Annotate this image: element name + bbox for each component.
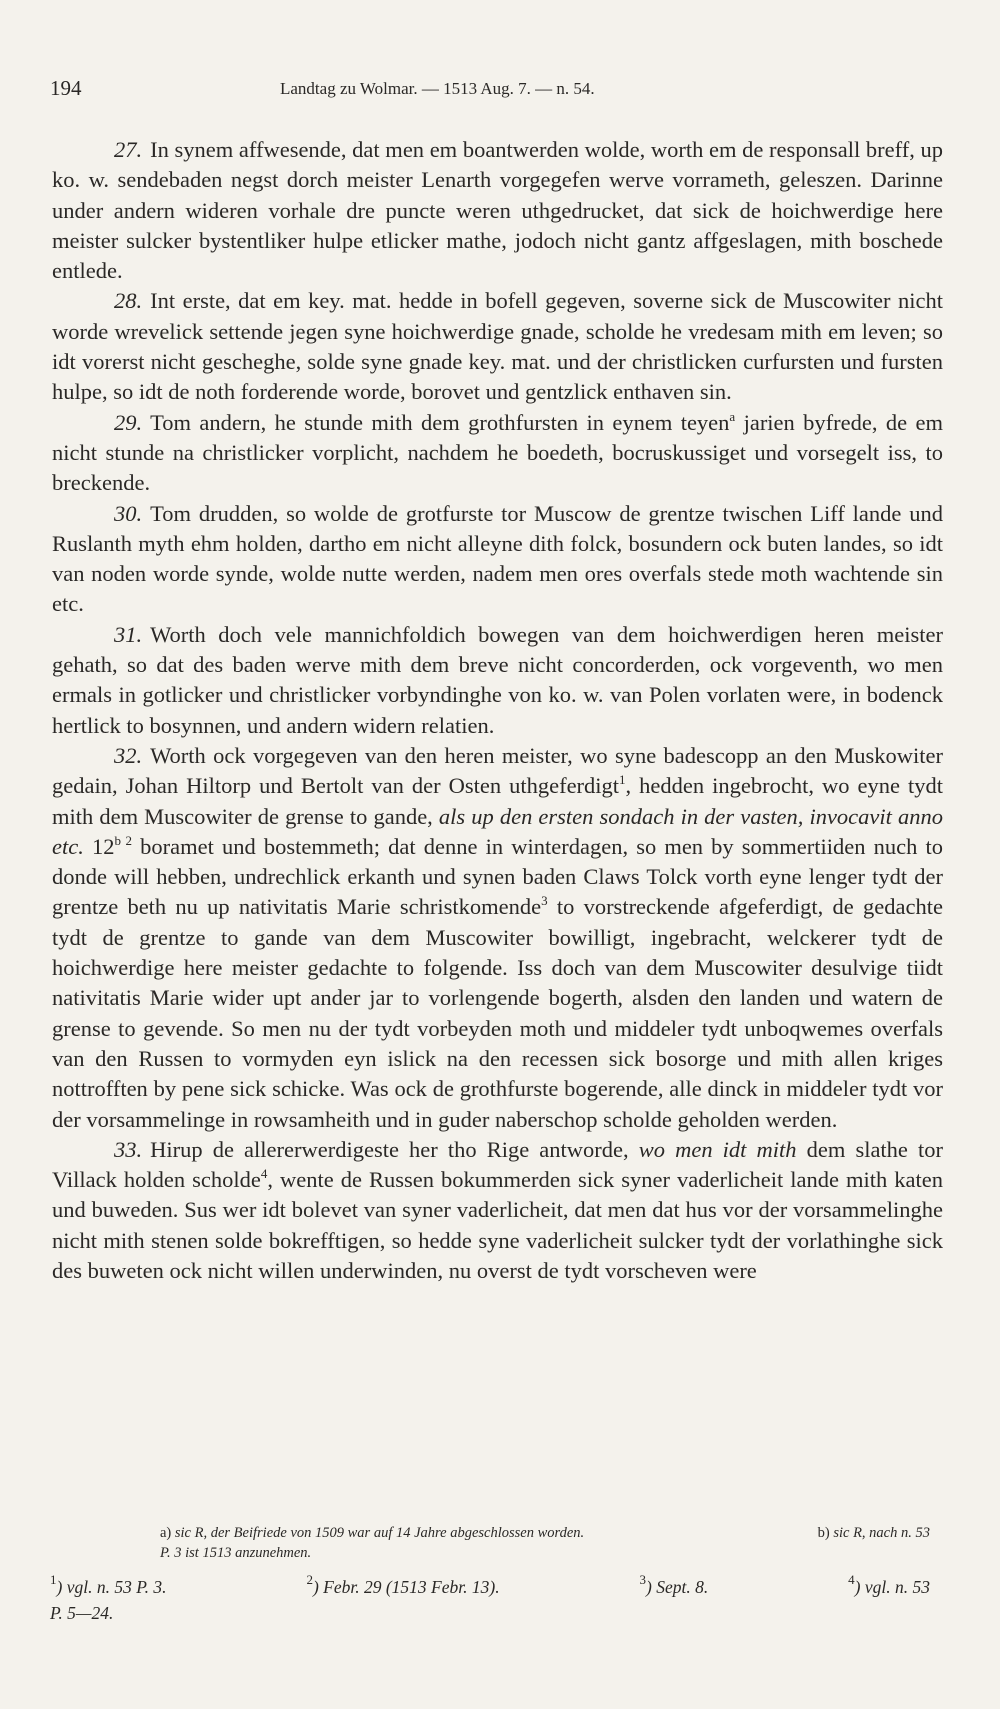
critical-note-row — [160, 1523, 930, 1543]
paragraph-31 — [52, 620, 943, 741]
critical-note-b: b) sic R, nach n. 53 — [817, 1525, 930, 1541]
footnote-4: $^4$) vgl. n. 53 — [848, 1572, 930, 1597]
paragraph-33 — [52, 1135, 943, 1286]
paragraph-30 — [52, 499, 943, 620]
paragraph-27 — [52, 135, 943, 286]
paragraph-text: Tom drudden, so wolde de grotfurste tor Muscow de grentze twischen Liff lande und Ruslanth myth ehm holden, dartho em nicht alleyne dith folck, bosundern ock buten landes, so idt van noden worde synde, wolde nutte werden, nadem men ores overfals stede moth wachtende sin etc. — [52, 500, 943, 617]
critical-note-a-continuation: P. 3 ist 1513 anzunehmen. — [160, 1545, 312, 1561]
paragraph-text: 12 — [83, 833, 115, 859]
running-head: Landtag zu Wolmar. — 1513 Aug. 7. — n. 54. — [280, 79, 595, 98]
footnote-marker: 3 — [541, 893, 548, 909]
body-text — [52, 135, 943, 1286]
paragraph-text-italic: als up den ersten sondach in der vasten, invocavit anno etc. — [52, 803, 943, 859]
page-header — [50, 76, 940, 106]
paragraph-text: In synem affwesende, dat men em boantwerden wolde, worth em de responsall breff, up ko. w. sendebaden negst dorch meister Lenarth vorgegefen werve vorrameth, geleszen. Darinne under andern wideren vorhale dre puncte weren uthgedrucket, dat sick de hoichwerdige here meister sulcker bystentliker hulpe etlicker mathe, jodoch nicht gantz affgeslagen, mith boschede entlede. — [52, 137, 943, 284]
paragraph-text-italic: wo men idt mith — [638, 1136, 797, 1162]
note-marker: a — [729, 408, 736, 424]
footnote-1: $^1$) vgl. n. 53 P. 3. — [50, 1572, 167, 1597]
note-marker: b — [114, 832, 121, 848]
paragraph-number: 29. — [114, 409, 143, 435]
paragraph-text: to vorstreckende afgeferdigt, de gedachte tydt de grentze to gande van dem Muscowiter bowilligt, ingebracht, welckerer tydt de hoichwerdige here meister gedachte to folgende. Iss doch van dem Muscowiter desulvige tiidt nativitatis Marie wider upt ander jar to vorlengende bogerth, alsden den landen und watern de grense to gevende. So men nu der tydt vorbeyden moth und middeler tydt unboqwemes overfals van den Russen to vormyden eyn islick na den recessen sick bosorge und mith allen kriges nottrofften by pene sick schicke. Was ock de grothfurste bogerende, alle dinck in middeler tydt vor der vorsammelinge in rowsamheith und in guder naberschop scholde geholden werden. — [52, 894, 943, 1132]
paragraph-text: , wente de Russen bokummerden sick syner vaderlicheit lande mith katen und buweden. Sus wer idt bolevet van syner vaderlicheit, dat men dat hus vor der vorsammelinghe nicht mith stenen solde bokrefftigen, so hedde syne vaderlicheit sulcker tydt der vorlathinghe sick des buweten ock nicht willen underwinden, nu overst de tydt vorscheven were — [52, 1167, 944, 1283]
footnote-2: $^2$) Febr. 29 (1513 Febr. 13). — [306, 1572, 500, 1597]
paragraph-number: 28. — [114, 288, 143, 314]
paragraph-text: Worth ock vorgegeven van den heren meister, wo syne badescopp an den Muskowiter gedain, Johan Hiltorp und Bertolt van der Osten uthgeferdigt — [52, 742, 943, 799]
footnotes — [50, 1574, 930, 1626]
page-number: 194 — [50, 76, 82, 100]
paragraph-text: Worth doch vele mannichfoldich bowegen van dem hoichwerdigen heren meister gehath, so dat des baden werve mith dem breve nicht concorderden, ock vorgeventh, wo men ermals in gotlicker und christlicker vorbyndinghe von ko. w. van Polen vorlaten were, in bodenck hertlick to bosynnen, und andern widern relatien. — [52, 621, 943, 738]
footnote-3: $^3$) Sept. 8. — [639, 1572, 709, 1597]
paragraph-text: Tom andern, he stunde mith dem grothfursten in eynem teyen — [150, 409, 730, 435]
paragraph-29 — [52, 408, 943, 499]
critical-note-a: a) sic R, der Beifriede von 1509 war auf 14 Jahre abgeschlossen worden. — [160, 1525, 585, 1541]
footnote-marker: 4 — [260, 1166, 268, 1182]
footnote-4-continuation: P. 5—24. — [50, 1603, 114, 1623]
paragraph-text: boramet und bostemmeth; dat denne in winterdagen, so men by sommertiiden nuch to donde will hebben, undrechlick erkanth und synen baden Claws Tolck vorth eyne lenger tydt der grentze beth nu up nativitatis Marie schristkomende — [52, 833, 943, 920]
footnote-row — [50, 1574, 930, 1600]
paragraph-text: , hedden ingebrocht, wo eyne tydt mith dem Muscowiter de grense to gande, — [52, 773, 943, 829]
paragraph-text: Hirup de allererwerdigeste her tho Rige antworde, — [150, 1136, 639, 1162]
paragraph-number: 33. — [114, 1136, 143, 1162]
paragraph-number: 32. — [114, 742, 143, 768]
footnote-marker: 1 — [619, 772, 626, 788]
paragraph-number: 31. — [114, 621, 143, 647]
paragraph-28 — [52, 286, 943, 407]
footnote-marker: 2 — [125, 832, 132, 848]
critical-notes — [160, 1523, 930, 1563]
paragraph-32 — [52, 741, 943, 1135]
paragraph-text: Int erste, dat em key. mat. hedde in bofell gegeven, soverne sick de Muscowiter nicht worde wrevelick settende jegen syne hoichwerdige gnade, scholde he vredesam mith em leven; so idt vorerst nicht gescheghe, solde syne gnade key. mat. und der christlicken curfursten und fursten hulpe, so idt de noth forderende worde, borovet und gentzlick enthaven sin. — [52, 288, 943, 405]
paragraph-number: 27. — [114, 137, 143, 162]
paragraph-text: dem slathe tor Villack holden scholde — [52, 1136, 944, 1193]
paragraph-number: 30. — [114, 500, 143, 526]
paragraph-text: jarien byfrede, de em nicht stunde na christlicker vorplicht, nachdem he boedeth, bocruskussiget und vorsegelt iss, to breckende. — [52, 409, 943, 496]
